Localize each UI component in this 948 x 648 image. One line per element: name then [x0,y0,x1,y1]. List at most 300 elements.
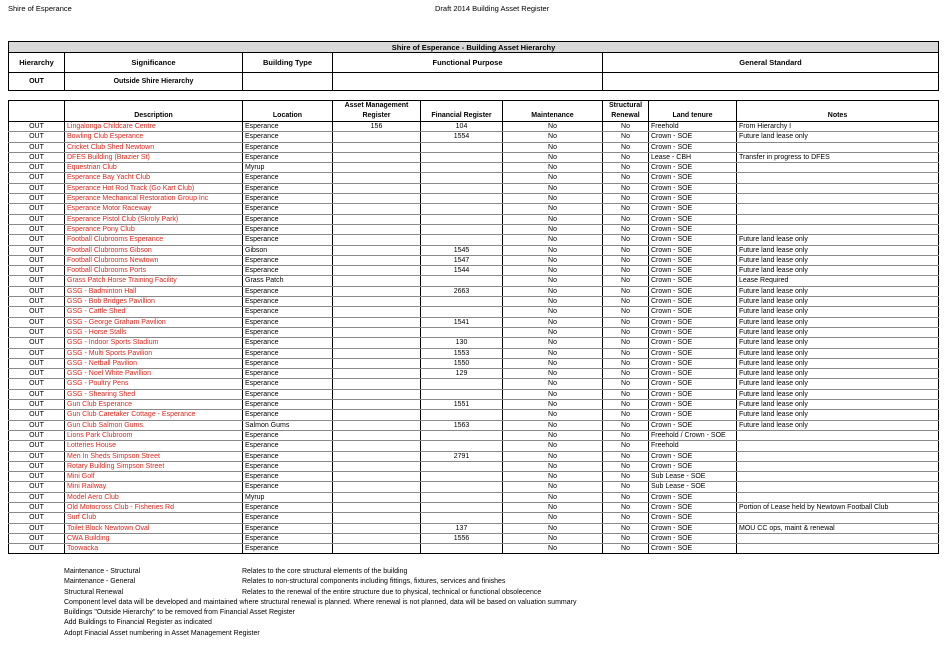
cell-description: Lions Park Clubroom [65,430,243,440]
cell-land-tenure: Crown - SOE [649,513,737,523]
cell-location: Esperance [243,224,333,234]
cell-asset-mgmt-register [333,358,421,368]
cell-location: Esperance [243,441,333,451]
cell-structural-renewal: No [603,224,649,234]
cell-notes [737,492,939,502]
hierarchy-value: OUT [9,73,65,91]
cell-structural-renewal: No [603,400,649,410]
cell-maintenance: No [503,297,603,307]
cell-maintenance: No [503,276,603,286]
cell-land-tenure: Crown - SOE [649,400,737,410]
cell-structural-renewal: No [603,204,649,214]
cell-hierarchy: OUT [9,492,65,502]
cell-hierarchy: OUT [9,379,65,389]
cell-notes: Portion of Lease held by Newtown Football Club [737,502,939,512]
cell-land-tenure: Crown - SOE [649,235,737,245]
cell-land-tenure: Crown - SOE [649,255,737,265]
cell-asset-mgmt-register [333,492,421,502]
cell-land-tenure: Crown - SOE [649,204,737,214]
cell-hierarchy: OUT [9,461,65,471]
cell-hierarchy: OUT [9,224,65,234]
cell-maintenance: No [503,173,603,183]
cell-hierarchy: OUT [9,245,65,255]
cell-structural-renewal: No [603,523,649,533]
cell-description: GSG - George Graham Pavilion [65,317,243,327]
cell-hierarchy: OUT [9,286,65,296]
cell-notes [737,183,939,193]
cell-land-tenure: Crown - SOE [649,297,737,307]
cell-financial-register [421,327,503,337]
cell-maintenance: No [503,122,603,132]
cell-maintenance: No [503,183,603,193]
cell-financial-register [421,224,503,234]
cell-maintenance: No [503,472,603,482]
cell-hierarchy: OUT [9,327,65,337]
table-row [9,513,939,523]
cell-location: Esperance [243,533,333,543]
cell-hierarchy: OUT [9,266,65,276]
cell-location: Salmon Gums [243,420,333,430]
cell-location: Esperance [243,338,333,348]
cell-description: Lotteries House [65,441,243,451]
table-row [9,183,939,193]
functional-purpose-value [333,73,603,91]
cell-notes [737,533,939,543]
cell-maintenance: No [503,204,603,214]
cell-maintenance: No [503,142,603,152]
cell-land-tenure: Crown - SOE [649,194,737,204]
table-row [9,297,939,307]
cell-structural-renewal: No [603,245,649,255]
cell-notes: Future land lease only [737,327,939,337]
cell-hierarchy: OUT [9,142,65,152]
cell-description: Esperance Pony Club [65,224,243,234]
cell-location: Gibson [243,245,333,255]
legend-item [64,567,576,577]
cell-asset-mgmt-register [333,461,421,471]
cell-notes [737,142,939,152]
cell-asset-mgmt-register [333,307,421,317]
table-row [9,266,939,276]
cell-description: Esperance Mechanical Restoration Group Inc [65,194,243,204]
cell-financial-register: 130 [421,338,503,348]
cell-location: Esperance [243,297,333,307]
cell-notes: Future land lease only [737,420,939,430]
table-row [9,142,939,152]
cell-structural-renewal: No [603,152,649,162]
table-row [9,441,939,451]
cell-maintenance: No [503,338,603,348]
cell-structural-renewal: No [603,194,649,204]
cell-hierarchy: OUT [9,389,65,399]
cell-location: Esperance [243,235,333,245]
cell-notes [737,451,939,461]
cell-maintenance: No [503,430,603,440]
cell-notes [737,204,939,214]
cell-maintenance: No [503,327,603,337]
legend-item [64,577,576,587]
cell-land-tenure: Crown - SOE [649,369,737,379]
cell-description: Toilet Block Newtown Oval [65,523,243,533]
cell-location: Esperance [243,369,333,379]
table-row [9,410,939,420]
cell-hierarchy: OUT [9,441,65,451]
cell-asset-mgmt-register [333,533,421,543]
cell-maintenance: No [503,317,603,327]
cell-structural-renewal: No [603,410,649,420]
cell-notes [737,441,939,451]
cell-maintenance: No [503,523,603,533]
cell-structural-renewal: No [603,132,649,142]
cell-hierarchy: OUT [9,410,65,420]
cell-notes: Future land lease only [737,348,939,358]
cell-asset-mgmt-register [333,255,421,265]
cell-hierarchy: OUT [9,317,65,327]
table-row [9,235,939,245]
cell-financial-register: 1545 [421,245,503,255]
cell-description: CWA Building [65,533,243,543]
cell-financial-register: 1550 [421,358,503,368]
cell-land-tenure: Freehold / Crown - SOE [649,430,737,440]
cell-location: Esperance [243,400,333,410]
th-location: Location [243,101,333,122]
cell-land-tenure: Sub Lease - SOE [649,472,737,482]
cell-asset-mgmt-register [333,544,421,554]
cell-land-tenure: Crown - SOE [649,132,737,142]
cell-land-tenure: Crown - SOE [649,358,737,368]
table-row [9,307,939,317]
legend-definition: Relates to the renewal of the entire structure due to physical, technical or functional obsolecence [242,588,542,596]
cell-structural-renewal: No [603,461,649,471]
cell-land-tenure: Crown - SOE [649,317,737,327]
cell-asset-mgmt-register [333,173,421,183]
cell-hierarchy: OUT [9,544,65,554]
cell-notes [737,194,939,204]
cell-asset-mgmt-register [333,451,421,461]
cell-financial-register [421,492,503,502]
table-row [9,255,939,265]
cell-maintenance: No [503,266,603,276]
cell-location: Esperance [243,523,333,533]
cell-asset-mgmt-register [333,430,421,440]
cell-hierarchy: OUT [9,173,65,183]
legend-term: Structural Renewal [64,588,124,596]
cell-asset-mgmt-register [333,502,421,512]
cell-asset-mgmt-register [333,379,421,389]
cell-notes [737,430,939,440]
cell-description: Mini Golf [65,472,243,482]
cell-financial-register: 2791 [421,451,503,461]
cell-location: Esperance [243,461,333,471]
cell-location: Esperance [243,327,333,337]
table-row [9,523,939,533]
cell-land-tenure: Crown - SOE [649,338,737,348]
cell-maintenance: No [503,513,603,523]
cell-financial-register [421,502,503,512]
cell-description: Men In Sheds Simpson Street [65,451,243,461]
cell-hierarchy: OUT [9,214,65,224]
cell-asset-mgmt-register [333,523,421,533]
cell-maintenance: No [503,379,603,389]
cell-hierarchy: OUT [9,122,65,132]
cell-land-tenure: Crown - SOE [649,533,737,543]
cell-asset-mgmt-register [333,348,421,358]
table-row [9,389,939,399]
cell-structural-renewal: No [603,338,649,348]
cell-maintenance: No [503,451,603,461]
cell-description: Model Aero Club [65,492,243,502]
cell-notes: Future land lease only [737,338,939,348]
th-hierarchy [9,101,65,122]
cell-notes: Future land lease only [737,286,939,296]
cell-land-tenure: Crown - SOE [649,410,737,420]
cell-land-tenure: Crown - SOE [649,451,737,461]
cell-description: Toowacka [65,544,243,554]
cell-description: Football Clubrooms Ports [65,266,243,276]
cell-financial-register [421,214,503,224]
document-title: Draft 2014 Building Asset Register [435,4,550,13]
cell-financial-register: 1554 [421,132,503,142]
cell-land-tenure: Crown - SOE [649,379,737,389]
table-row [9,482,939,492]
cell-financial-register [421,142,503,152]
cell-asset-mgmt-register [333,142,421,152]
cell-description: GSG - Shearing Shed [65,389,243,399]
table-row [9,430,939,440]
cell-asset-mgmt-register [333,266,421,276]
cell-location: Esperance [243,389,333,399]
cell-structural-renewal: No [603,441,649,451]
cell-hierarchy: OUT [9,420,65,430]
cell-description: GSG - Cattle Shed [65,307,243,317]
cell-notes: Future land lease only [737,266,939,276]
cell-financial-register [421,430,503,440]
cell-structural-renewal: No [603,513,649,523]
cell-location: Myrup [243,492,333,502]
cell-land-tenure: Crown - SOE [649,502,737,512]
cell-location: Esperance [243,513,333,523]
cell-asset-mgmt-register [333,317,421,327]
col-hierarchy: Hierarchy [9,53,65,73]
cell-financial-register: 1541 [421,317,503,327]
cell-notes: From Hierarchy I [737,122,939,132]
cell-asset-mgmt-register [333,327,421,337]
significance-value: Outside Shire Hierarchy [65,73,243,91]
cell-hierarchy: OUT [9,132,65,142]
cell-land-tenure: Lease - CBH [649,152,737,162]
cell-location: Esperance [243,482,333,492]
cell-hierarchy: OUT [9,183,65,193]
table-row [9,544,939,554]
table-row [9,317,939,327]
cell-description: GSG - Horse Stalls [65,327,243,337]
cell-location: Esperance [243,430,333,440]
th-notes: Notes [737,101,939,122]
table-row [9,338,939,348]
cell-location: Esperance [243,410,333,420]
legend [64,567,576,639]
cell-asset-mgmt-register [333,245,421,255]
cell-financial-register: 104 [421,122,503,132]
cell-structural-renewal: No [603,451,649,461]
table-row [9,132,939,142]
cell-maintenance: No [503,544,603,554]
cell-maintenance: No [503,492,603,502]
cell-asset-mgmt-register [333,513,421,523]
table-row [9,502,939,512]
cell-description: Football Clubrooms Gibson [65,245,243,255]
th-land-tenure: Land tenure [649,101,737,122]
table-row [9,163,939,173]
cell-location: Esperance [243,204,333,214]
cell-description: GSG - Bob Bridges Pavillion [65,297,243,307]
table-row [9,420,939,430]
cell-structural-renewal: No [603,358,649,368]
cell-notes: Future land lease only [737,307,939,317]
cell-land-tenure: Crown - SOE [649,245,737,255]
cell-notes: Future land lease only [737,358,939,368]
cell-asset-mgmt-register [333,214,421,224]
cell-hierarchy: OUT [9,472,65,482]
cell-maintenance: No [503,482,603,492]
cell-notes [737,163,939,173]
cell-location: Esperance [243,317,333,327]
cell-description: Football Clubrooms Newtown [65,255,243,265]
cell-maintenance: No [503,533,603,543]
cell-hierarchy: OUT [9,400,65,410]
cell-structural-renewal: No [603,286,649,296]
cell-financial-register [421,441,503,451]
cell-notes: Future land lease only [737,369,939,379]
cell-location: Esperance [243,348,333,358]
footnote: Buildings "Outside Hierarchy" to be removed from Financial Asset Register [64,609,296,617]
building-asset-table [8,100,939,554]
cell-financial-register [421,297,503,307]
col-general-standard: General Standard [603,53,939,73]
cell-financial-register: 1553 [421,348,503,358]
cell-location: Myrup [243,163,333,173]
cell-structural-renewal: No [603,348,649,358]
cell-maintenance: No [503,420,603,430]
cell-financial-register: 137 [421,523,503,533]
cell-financial-register [421,183,503,193]
cell-hierarchy: OUT [9,348,65,358]
legend-term: Maintenance - General [64,578,136,586]
table-row [9,369,939,379]
cell-notes: MOU CC ops, maint & renewal [737,523,939,533]
cell-hierarchy: OUT [9,369,65,379]
cell-maintenance: No [503,255,603,265]
cell-notes: Future land lease only [737,400,939,410]
cell-financial-register: 1563 [421,420,503,430]
cell-land-tenure: Crown - SOE [649,266,737,276]
cell-hierarchy: OUT [9,338,65,348]
footnote: Add Buildings to Financial Register as indicated [64,619,212,627]
cell-hierarchy: OUT [9,430,65,440]
cell-structural-renewal: No [603,533,649,543]
cell-structural-renewal: No [603,369,649,379]
table-row [9,451,939,461]
cell-description: GSG - Poultry Pens [65,379,243,389]
table-row [9,152,939,162]
th-structural-renewal: Structural Renewal [603,101,649,122]
cell-financial-register [421,235,503,245]
cell-location: Esperance [243,142,333,152]
cell-location: Grass Patch [243,276,333,286]
cell-asset-mgmt-register [333,297,421,307]
cell-hierarchy: OUT [9,297,65,307]
cell-description: Esperance Hot Rod Track (Go Kart Club) [65,183,243,193]
cell-description: Rotary Building Simpson Street [65,461,243,471]
cell-structural-renewal: No [603,327,649,337]
cell-land-tenure: Freehold [649,441,737,451]
cell-structural-renewal: No [603,379,649,389]
org-name: Shire of Esperance [8,4,72,13]
cell-maintenance: No [503,369,603,379]
cell-asset-mgmt-register [333,472,421,482]
cell-maintenance: No [503,348,603,358]
table-row [9,276,939,286]
cell-asset-mgmt-register [333,389,421,399]
cell-notes: Future land lease only [737,297,939,307]
cell-notes: Future land lease only [737,389,939,399]
cell-land-tenure: Crown - SOE [649,348,737,358]
cell-land-tenure: Crown - SOE [649,389,737,399]
cell-financial-register [421,163,503,173]
cell-description: Grass Patch Horse Training Facility [65,276,243,286]
col-significance: Significance [65,53,243,73]
table-row [9,214,939,224]
cell-maintenance: No [503,194,603,204]
cell-maintenance: No [503,461,603,471]
cell-notes: Future land lease only [737,132,939,142]
cell-land-tenure: Crown - SOE [649,327,737,337]
cell-hierarchy: OUT [9,255,65,265]
cell-description: GSG - Noel White Pavillion [65,369,243,379]
cell-hierarchy: OUT [9,204,65,214]
cell-notes: Transfer in progress to DFES [737,152,939,162]
cell-structural-renewal: No [603,266,649,276]
cell-financial-register [421,482,503,492]
cell-hierarchy: OUT [9,513,65,523]
cell-description: Gun Club Caretaker Cottage - Esperance [65,410,243,420]
cell-location: Esperance [243,194,333,204]
table-row [9,358,939,368]
table-row [9,245,939,255]
cell-asset-mgmt-register [333,400,421,410]
cell-description: GSG - Multi Sports Pavilion [65,348,243,358]
cell-description: Cricket Club Shed Newtown [65,142,243,152]
cell-location: Esperance [243,286,333,296]
cell-maintenance: No [503,389,603,399]
cell-notes [737,472,939,482]
cell-description: Gun Club Salmon Gums. [65,420,243,430]
hierarchy-significance-table [8,41,939,91]
cell-financial-register [421,152,503,162]
cell-structural-renewal: No [603,389,649,399]
cell-asset-mgmt-register [333,183,421,193]
cell-maintenance: No [503,502,603,512]
cell-maintenance: No [503,163,603,173]
cell-notes: Future land lease only [737,317,939,327]
cell-description: Esperance Bay Yacht Club [65,173,243,183]
building-type-value [243,73,333,91]
cell-land-tenure: Crown - SOE [649,286,737,296]
cell-asset-mgmt-register [333,224,421,234]
cell-structural-renewal: No [603,235,649,245]
cell-financial-register [421,204,503,214]
table-row [9,472,939,482]
